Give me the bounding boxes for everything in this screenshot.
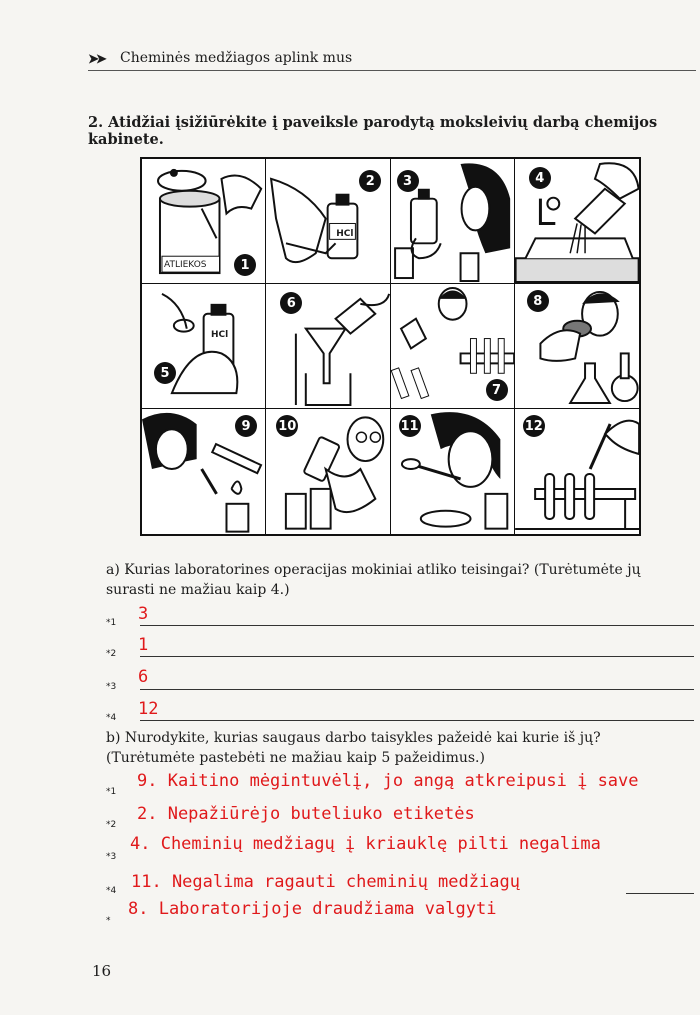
handwritten-answer-b5: 8. Laboratorijoje draudžiama valgyti	[128, 899, 497, 919]
handwritten-answer-a1: 3	[138, 604, 149, 624]
badge-11: 11	[399, 415, 421, 437]
answer-line-a3[interactable]	[106, 670, 694, 692]
hcl-label-2: HCl	[211, 330, 229, 340]
illustration-cell-8	[515, 284, 639, 409]
question-a: a) Kurias laboratorines operacijas mokiniai atliko teisingai? (Turėtumėte jų surasti ne mažiau kaip 4.)	[106, 562, 641, 598]
double-arrow-icon: ➤➤	[88, 52, 104, 67]
answer-rule	[140, 625, 694, 626]
badge-2: 2	[359, 170, 381, 192]
page-number: 16	[92, 962, 112, 980]
illustration-cell-10	[266, 409, 390, 534]
handwritten-answer-a3: 6	[138, 667, 149, 687]
illustration-cell-12	[515, 409, 639, 534]
illustration-cell-3	[391, 159, 515, 284]
badge-9: 9	[235, 415, 257, 437]
badge-7: 7	[486, 379, 508, 401]
illustration-cell-2	[266, 159, 390, 284]
line-number: *4	[106, 713, 117, 723]
line-number: *1	[106, 787, 117, 797]
answer-line-a4[interactable]	[106, 701, 694, 723]
task-title: 2. Atidžiai įsižiūrėkite į paveiksle parodytą moksleivių darbą chemijos kabinete.	[88, 114, 658, 148]
illustration-cell-5	[142, 284, 266, 409]
handwritten-answer-a2: 1	[138, 635, 149, 655]
answer-rule	[140, 656, 694, 657]
answer-line-a1[interactable]	[106, 606, 694, 628]
handwritten-answer-b1: 9. Kaitino mėgintuvėlį, jo angą atkreipusi į save	[137, 771, 639, 791]
question-b: b) Nurodykite, kurias saugaus darbo taisykles pažeidė kai kurie iš jų? (Turėtumėte pastebėti ne mažiau kaip 5 pažeidimus.)	[106, 730, 601, 766]
badge-1: 1	[234, 254, 256, 276]
badge-10: 10	[276, 415, 298, 437]
line-number: *	[106, 916, 111, 926]
waste-label: ATLIEKOS	[164, 260, 207, 270]
line-number: *1	[106, 618, 117, 628]
handwritten-answer-b4: 11. Negalima ragauti cheminių medžiagų	[131, 872, 520, 892]
bottle-with-stopper-illustration	[142, 284, 265, 408]
answer-line-a2[interactable]	[106, 637, 694, 659]
running-header	[88, 48, 696, 71]
badge-12: 12	[523, 415, 545, 437]
illustration-cell-4	[515, 159, 639, 284]
lab-illustration-grid	[140, 157, 641, 536]
handwritten-answer-b3: 4. Cheminių medžiagų į kriauklę pilti negalima	[130, 834, 601, 854]
line-number: *3	[106, 682, 117, 692]
handwritten-answer-a4: 12	[138, 699, 159, 719]
badge-8: 8	[527, 290, 549, 312]
illustration-cell-9	[142, 409, 266, 534]
illustration-cell-7	[391, 284, 515, 409]
badge-6: 6	[280, 292, 302, 314]
answer-rule	[626, 893, 694, 894]
handwritten-answer-b2: 2. Nepažiūrėjo buteliuko etiketės	[137, 804, 475, 824]
chapter-title: Cheminės medžiagos aplink mus	[120, 50, 353, 66]
illustration-cell-1	[142, 159, 266, 284]
answer-rule	[140, 720, 694, 721]
badge-4: 4	[529, 167, 551, 189]
line-number: *4	[106, 886, 117, 896]
line-number: *2	[106, 649, 117, 659]
answer-rule	[140, 689, 694, 690]
illustration-cell-6	[266, 284, 390, 409]
hcl-label: HCl	[336, 229, 354, 239]
line-number: *2	[106, 820, 117, 830]
badge-5: 5	[154, 362, 176, 384]
line-number: *3	[106, 852, 117, 862]
illustration-cell-11	[391, 409, 515, 534]
badge-3: 3	[397, 170, 419, 192]
